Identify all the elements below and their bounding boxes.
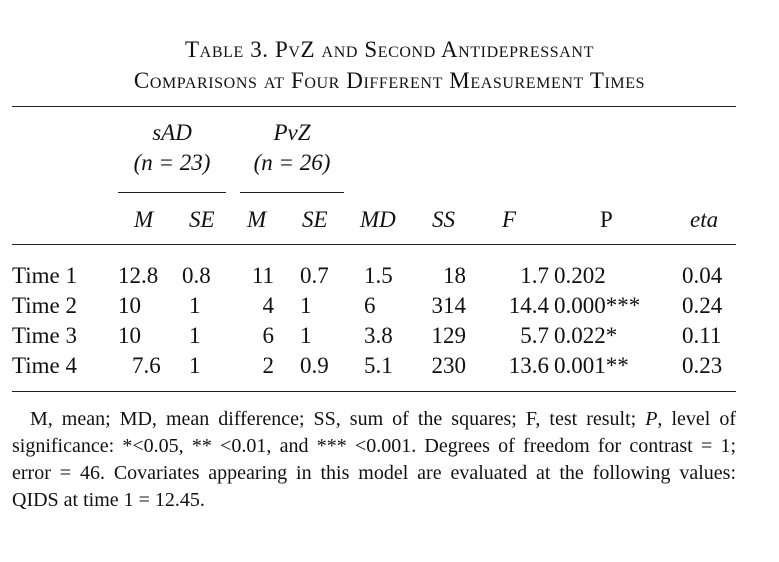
group-pvz-underline	[240, 192, 344, 193]
header-pvz-mean: M	[247, 207, 267, 232]
cell-md: 5.1	[364, 353, 393, 378]
cell-pvz-mean: 6	[262, 323, 274, 348]
cell-pvz-mean: 2	[262, 353, 274, 378]
table-title	[0, 34, 779, 96]
cell-p: 0.202	[554, 263, 606, 288]
header-sad-mean: M	[134, 207, 154, 232]
cell-md: 3.8	[364, 323, 393, 348]
cell-f: 1.7	[520, 263, 549, 288]
cell-pvz-se: 1	[300, 293, 312, 318]
row-label: Time 2	[12, 293, 77, 318]
table-title-line-2: Comparisons at Four Different Measurement Times	[133, 68, 646, 93]
table-row	[0, 351, 779, 381]
row-label: Time 3	[12, 323, 77, 348]
group-pvz	[240, 118, 344, 178]
group-pvz-n: (n = 26)	[253, 150, 331, 175]
header-p: P	[600, 207, 613, 232]
cell-pvz-se: 1	[300, 323, 312, 348]
cell-sad-se: 1	[189, 353, 201, 378]
group-pvz-name: PvZ	[273, 120, 311, 145]
cell-eta: 0.24	[682, 293, 723, 318]
top-rule	[12, 106, 736, 107]
footnote-text-2: , level of significance: *<0.05, ** <0.01, and *** <0.001. Degrees of freedom for contrast = 1; error = 46. Covariates appearing in this model are evaluated at the following values: QIDS at time 1 = 12.45.	[12, 408, 736, 511]
cell-p: 0.000***	[554, 293, 641, 318]
cell-p: 0.022*	[554, 323, 618, 348]
cell-sad-mean: 10	[118, 323, 141, 348]
header-f: F	[502, 207, 517, 232]
header-ss: SS	[432, 207, 455, 232]
header-rule	[12, 244, 736, 245]
cell-ss: 230	[431, 353, 466, 378]
cell-p: 0.001**	[554, 353, 629, 378]
header-md: MD	[360, 207, 396, 232]
cell-pvz-mean: 4	[262, 293, 274, 318]
cell-f: 13.6	[508, 353, 549, 378]
group-sad-n: (n = 23)	[133, 150, 211, 175]
group-sad-name: sAD	[152, 120, 192, 145]
table-title-line-1: Table 3. PvZ and Second Antidepressant	[185, 37, 594, 62]
table-footnote	[12, 406, 736, 514]
cell-sad-se: 1	[189, 293, 201, 318]
table-row	[0, 291, 779, 321]
header-pvz-se: SE	[302, 207, 328, 232]
header-eta: eta	[690, 207, 719, 232]
cell-ss: 18	[443, 263, 466, 288]
cell-f: 5.7	[520, 323, 549, 348]
group-sad	[118, 118, 226, 178]
row-label: Time 4	[12, 353, 77, 378]
footnote-text-1: M, mean; MD, mean difference; SS, sum of the squares; F, test result;	[30, 408, 646, 430]
cell-ss: 314	[431, 293, 466, 318]
cell-sad-mean: 10	[118, 293, 141, 318]
cell-sad-se: 0.8	[182, 263, 211, 288]
cell-pvz-se: 0.9	[300, 353, 329, 378]
cell-sad-se: 1	[189, 323, 201, 348]
cell-sad-mean: 12.8	[118, 263, 159, 288]
group-sad-underline	[118, 192, 226, 193]
header-sad-se: SE	[189, 207, 215, 232]
cell-eta: 0.23	[682, 353, 723, 378]
footnote-p-italic: P	[645, 408, 658, 430]
cell-ss: 129	[431, 323, 466, 348]
bottom-rule	[12, 391, 736, 392]
row-label: Time 1	[12, 263, 77, 288]
cell-sad-mean: 7.6	[132, 353, 161, 378]
cell-pvz-se: 0.7	[300, 263, 329, 288]
cell-eta: 0.11	[682, 323, 722, 348]
cell-f: 14.4	[508, 293, 549, 318]
cell-md: 6	[364, 293, 376, 318]
table-row	[0, 321, 779, 351]
cell-eta: 0.04	[682, 263, 723, 288]
cell-md: 1.5	[364, 263, 393, 288]
cell-pvz-mean: 11	[251, 263, 274, 288]
table-row	[0, 261, 779, 291]
